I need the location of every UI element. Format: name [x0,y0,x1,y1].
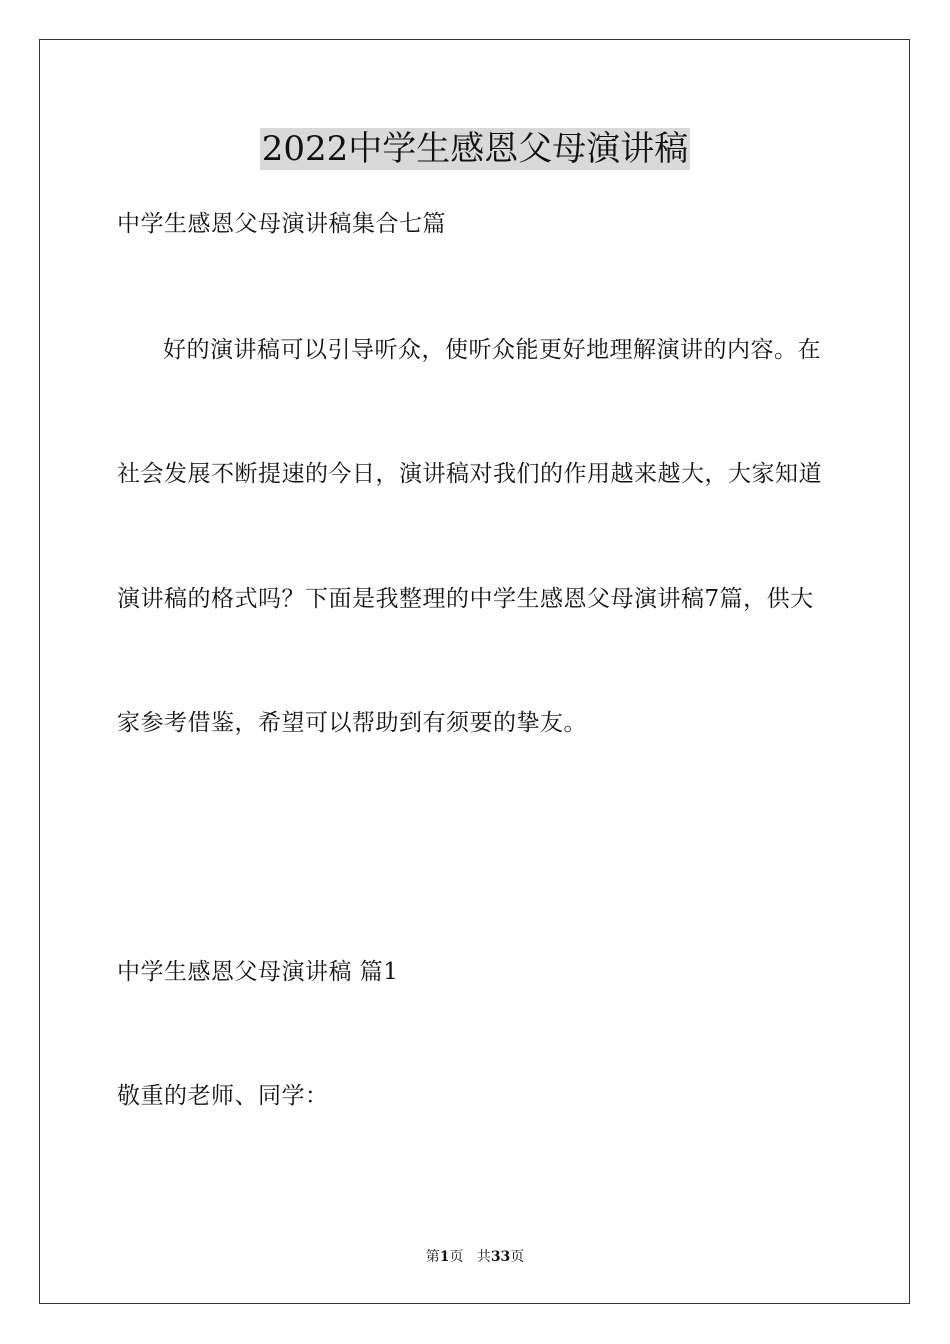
intro-line-4: 家参考借鉴，希望可以帮助到有须要的挚友。 [117,710,587,736]
total-pages: 33 [490,1249,511,1265]
intro-line-3: 演讲稿的格式吗？下面是我整理的中学生感恩父母演讲稿7篇，供大 [117,586,814,612]
page-suffix: 页 [449,1249,464,1265]
page-footer [0,1248,950,1266]
page-prefix: 第 [425,1249,440,1265]
total-suffix: 页 [510,1249,525,1265]
document-title: 2022中学生感恩父母演讲稿 [261,129,689,169]
total-prefix: 共 [476,1249,491,1265]
salutation: 敬重的老师、同学： [117,1083,329,1109]
intro-line-2: 社会发展不断提速的今日，演讲稿对我们的作用越来越大，大家知道 [117,461,822,487]
section-heading: 中学生感恩父母演讲稿 篇1 [117,959,399,985]
title-container [0,128,950,170]
intro-line-1: 好的演讲稿可以引导听众，使听众能更好地理解演讲的内容。在 [163,337,821,363]
document-subtitle: 中学生感恩父母演讲稿集合七篇 [117,211,446,237]
page-number: 1 [439,1249,450,1265]
